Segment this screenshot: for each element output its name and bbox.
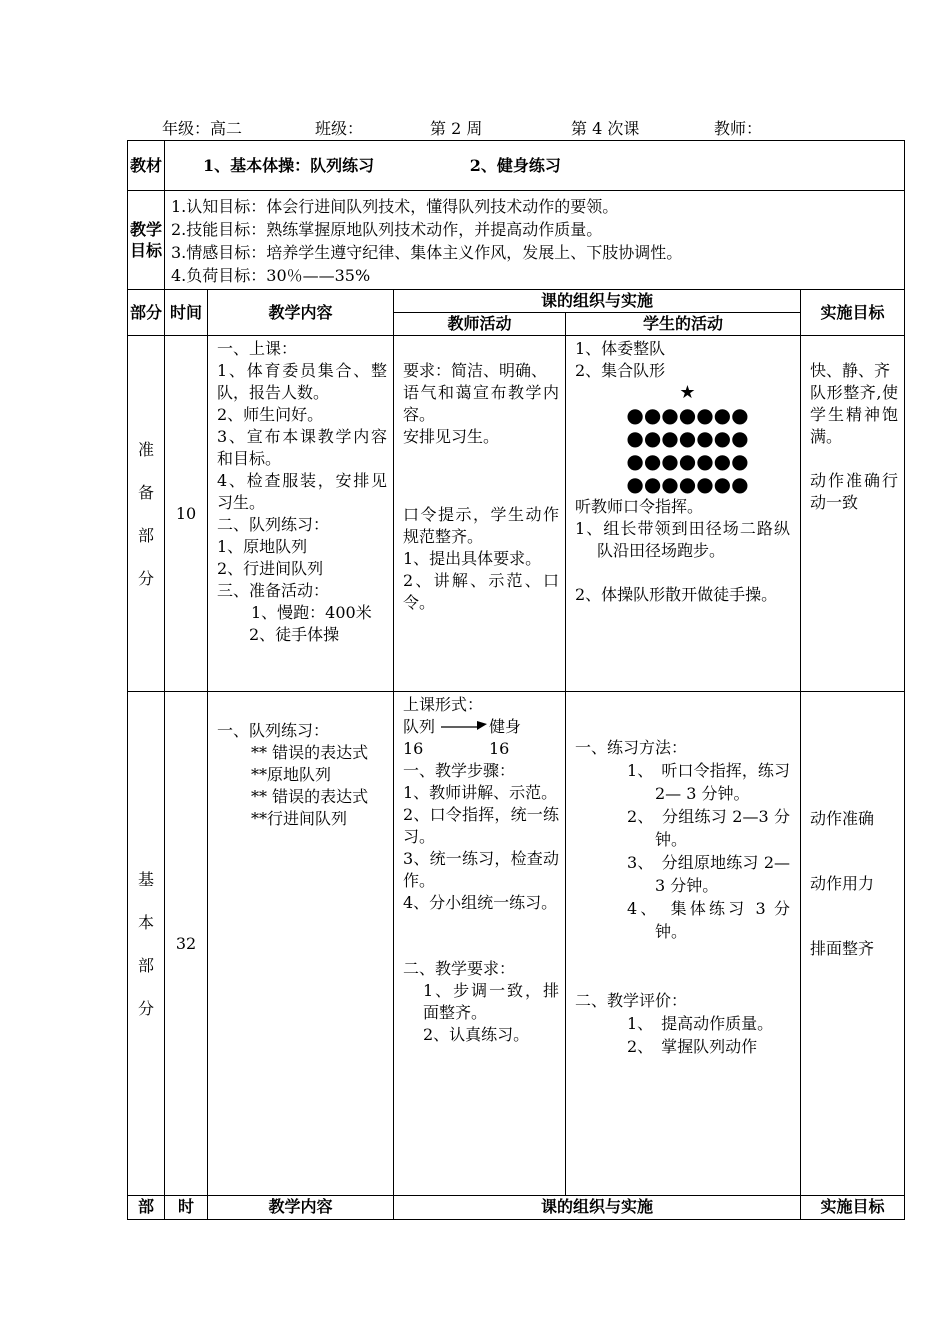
eval-0: 1、 提高动作质量。: [627, 1014, 774, 1033]
eval-title: 二、教学评价：: [575, 991, 688, 1010]
lesson-label: 第 4 次课: [571, 119, 640, 138]
prep-content-2: 2、师生问好。: [217, 405, 324, 424]
prep-teacher-1: 语气和蔼宣布教学内容。: [403, 383, 559, 424]
lesson-plan-table: [127, 140, 905, 1220]
form-transition: [403, 716, 559, 738]
form-to: 健身: [489, 717, 522, 736]
prep-student-line1: 1、体委整队: [575, 339, 666, 358]
prep-student-line2: 2、集合队形: [575, 361, 666, 380]
arrow-right-icon: [441, 718, 487, 732]
time-header-cell: [165, 290, 208, 336]
material-row: [128, 141, 905, 191]
form-durations: [403, 738, 559, 760]
basic-goal-2: 排面整齐: [810, 939, 875, 958]
step-2: 3、统一练习，检查动作。: [403, 849, 559, 890]
basic-teacher-cell: [394, 692, 566, 1196]
basic-goal-cell: [801, 692, 905, 1196]
formation-dots-row: ●●●●●●●: [626, 426, 749, 450]
prep-content-cell: [208, 336, 394, 692]
form-from: 队列: [403, 717, 436, 736]
prep-student-line5: 2、体操队形散开做徒手操。: [575, 585, 778, 604]
goal-header: 实施目标: [801, 290, 905, 336]
material-item-1: 1、基本体操：队列练习: [203, 155, 375, 175]
prep-row: [128, 336, 905, 692]
prep-goal-1: 队形整齐,使学生精神饱满。: [810, 383, 899, 446]
footer-org: 课的组织与实施: [394, 1196, 801, 1220]
formation-dots-row: ●●●●●●●: [626, 403, 749, 427]
teacher-label: 教师：: [714, 119, 763, 138]
basic-form-label: 上课形式：: [403, 695, 484, 714]
teacher-activity-header: 教师活动: [394, 313, 566, 336]
basic-content-cell: [208, 692, 394, 1196]
org-header: 课的组织与实施: [394, 290, 801, 313]
class-label: 班级：: [315, 119, 364, 138]
material-item-2: 2、健身练习: [469, 155, 561, 175]
prep-time: 10: [165, 336, 208, 692]
req-1: 2、认真练习。: [423, 1025, 530, 1044]
method-2: 3、 分组原地练习 2—3 分钟。: [627, 853, 790, 895]
footer-content: 教学内容: [208, 1196, 394, 1220]
content-header: 教学内容: [208, 290, 394, 336]
req-0: 1、步调一致，排面整齐。: [423, 981, 559, 1022]
objectives-row: [128, 191, 905, 290]
week-label: 第 2 周: [430, 119, 483, 138]
basic-goal-0: 动作准确: [810, 809, 875, 828]
part-header-cell: [128, 290, 165, 336]
prep-teacher-2: 安排见习生。: [403, 427, 500, 446]
objectives-content-cell: [165, 191, 905, 290]
page-header: [128, 116, 904, 140]
prep-content-10: 2、徒手体操: [249, 625, 340, 644]
basic-content-1: ** 错误的表达式 **原地队列: [251, 743, 369, 784]
prep-part-label: 准备部分: [138, 439, 155, 588]
footer-header-row: [128, 1196, 905, 1220]
objective-skill: 2.技能目标：熟练掌握原地队列技术动作，并提高动作质量。: [171, 220, 603, 239]
basic-content-0: 一、队列练习：: [217, 721, 330, 740]
method-0: 1、 听口令指挥，练习 2— 3 分钟。: [627, 761, 790, 803]
prep-student-line3: 听教师口令指挥。: [575, 497, 704, 516]
basic-student-cell: [566, 692, 801, 1196]
form-to-time: 16: [489, 739, 510, 758]
prep-part-cell: [128, 336, 165, 692]
objectives-label-cell: [128, 191, 165, 290]
material-label: 教材: [129, 155, 162, 175]
prep-student-cell: [566, 336, 801, 692]
basic-content-2: ** 错误的表达式 **行进间队列: [251, 787, 369, 828]
prep-content-7: 2、行进间队列: [217, 559, 324, 578]
prep-content-4: 4、检查服装，安排见习生。: [217, 471, 387, 512]
form-from-time: 16: [403, 739, 424, 758]
prep-content-5: 二、队列练习：: [217, 515, 330, 534]
material-content-cell: [165, 141, 905, 191]
req-title: 二、教学要求：: [403, 959, 516, 978]
eval-1: 2、 掌握队列动作: [627, 1037, 758, 1056]
prep-teacher-4: 1、提出具体要求。: [403, 549, 542, 568]
footer-goal: 实施目标: [801, 1196, 905, 1220]
column-header-row: [128, 290, 905, 313]
instructor-star-icon: ★: [679, 382, 696, 403]
prep-content-6: 1、原地队列: [217, 537, 308, 556]
prep-goal-0: 快、静、齐: [810, 361, 891, 380]
objective-cognitive: 1.认知目标：体会行进间队列技术，懂得队列技术动作的要领。: [171, 197, 619, 216]
method-title: 一、练习方法：: [575, 738, 688, 757]
basic-time: 32: [165, 692, 208, 1196]
method-3: 4、 集体练习 3 分钟。: [627, 899, 790, 941]
prep-teacher-3: 口令提示，学生动作规范整齐。: [403, 505, 559, 546]
basic-row: [128, 692, 905, 1196]
time-header: 时间: [169, 303, 202, 322]
basic-goal-1: 动作用力: [810, 874, 875, 893]
part-header: 部分: [129, 303, 162, 322]
prep-content-1: 1、体育委员集合、整队，报告人数。: [217, 361, 387, 402]
prep-content-9: 1、慢跑：400米: [251, 603, 372, 622]
student-activity-header: 学生的活动: [566, 313, 801, 336]
method-1: 2、 分组练习 2—3 分钟。: [627, 807, 790, 849]
prep-teacher-0: 要求：简洁、明确、: [403, 361, 548, 380]
basic-part-label: 基本部分: [138, 869, 155, 1018]
objective-emotional: 3.情感目标：培养学生遵守纪律、集体主义作风，发展上、下肢协调性。: [171, 243, 683, 262]
prep-goal-2: 动作准确行动一致: [810, 471, 899, 512]
step-1: 2、口令指挥，统一练习。: [403, 805, 559, 846]
basic-part-cell: [128, 692, 165, 1196]
material-label-cell: [128, 141, 165, 191]
steps-title: 一、教学步骤：: [403, 761, 516, 780]
footer-time: 时: [165, 1196, 208, 1220]
step-3: 4、分小组统一练习。: [403, 893, 558, 912]
prep-teacher-5: 2、讲解、示范、口令。: [403, 571, 559, 612]
objective-load: 4.负荷目标：30％——35%: [171, 266, 371, 285]
formation-dots-row: ●●●●●●●: [626, 449, 749, 473]
objectives-label: 教学目标: [129, 220, 162, 260]
prep-content-3: 3、宣布本课教学内容和目标。: [217, 427, 387, 468]
prep-content-0: 一、上课：: [217, 339, 298, 358]
prep-content-8: 三、准备活动：: [217, 581, 330, 600]
step-0: 1、教师讲解、示范。: [403, 783, 558, 802]
prep-teacher-cell: [394, 336, 566, 692]
grade-label: 年级：高二: [162, 119, 243, 138]
formation-dots-row: ●●●●●●●: [626, 472, 749, 496]
prep-student-line4: 1、组长带领到田径场二路纵队沿田径场跑步。: [575, 519, 790, 560]
prep-goal-cell: [801, 336, 905, 692]
footer-part: 部: [128, 1196, 165, 1220]
